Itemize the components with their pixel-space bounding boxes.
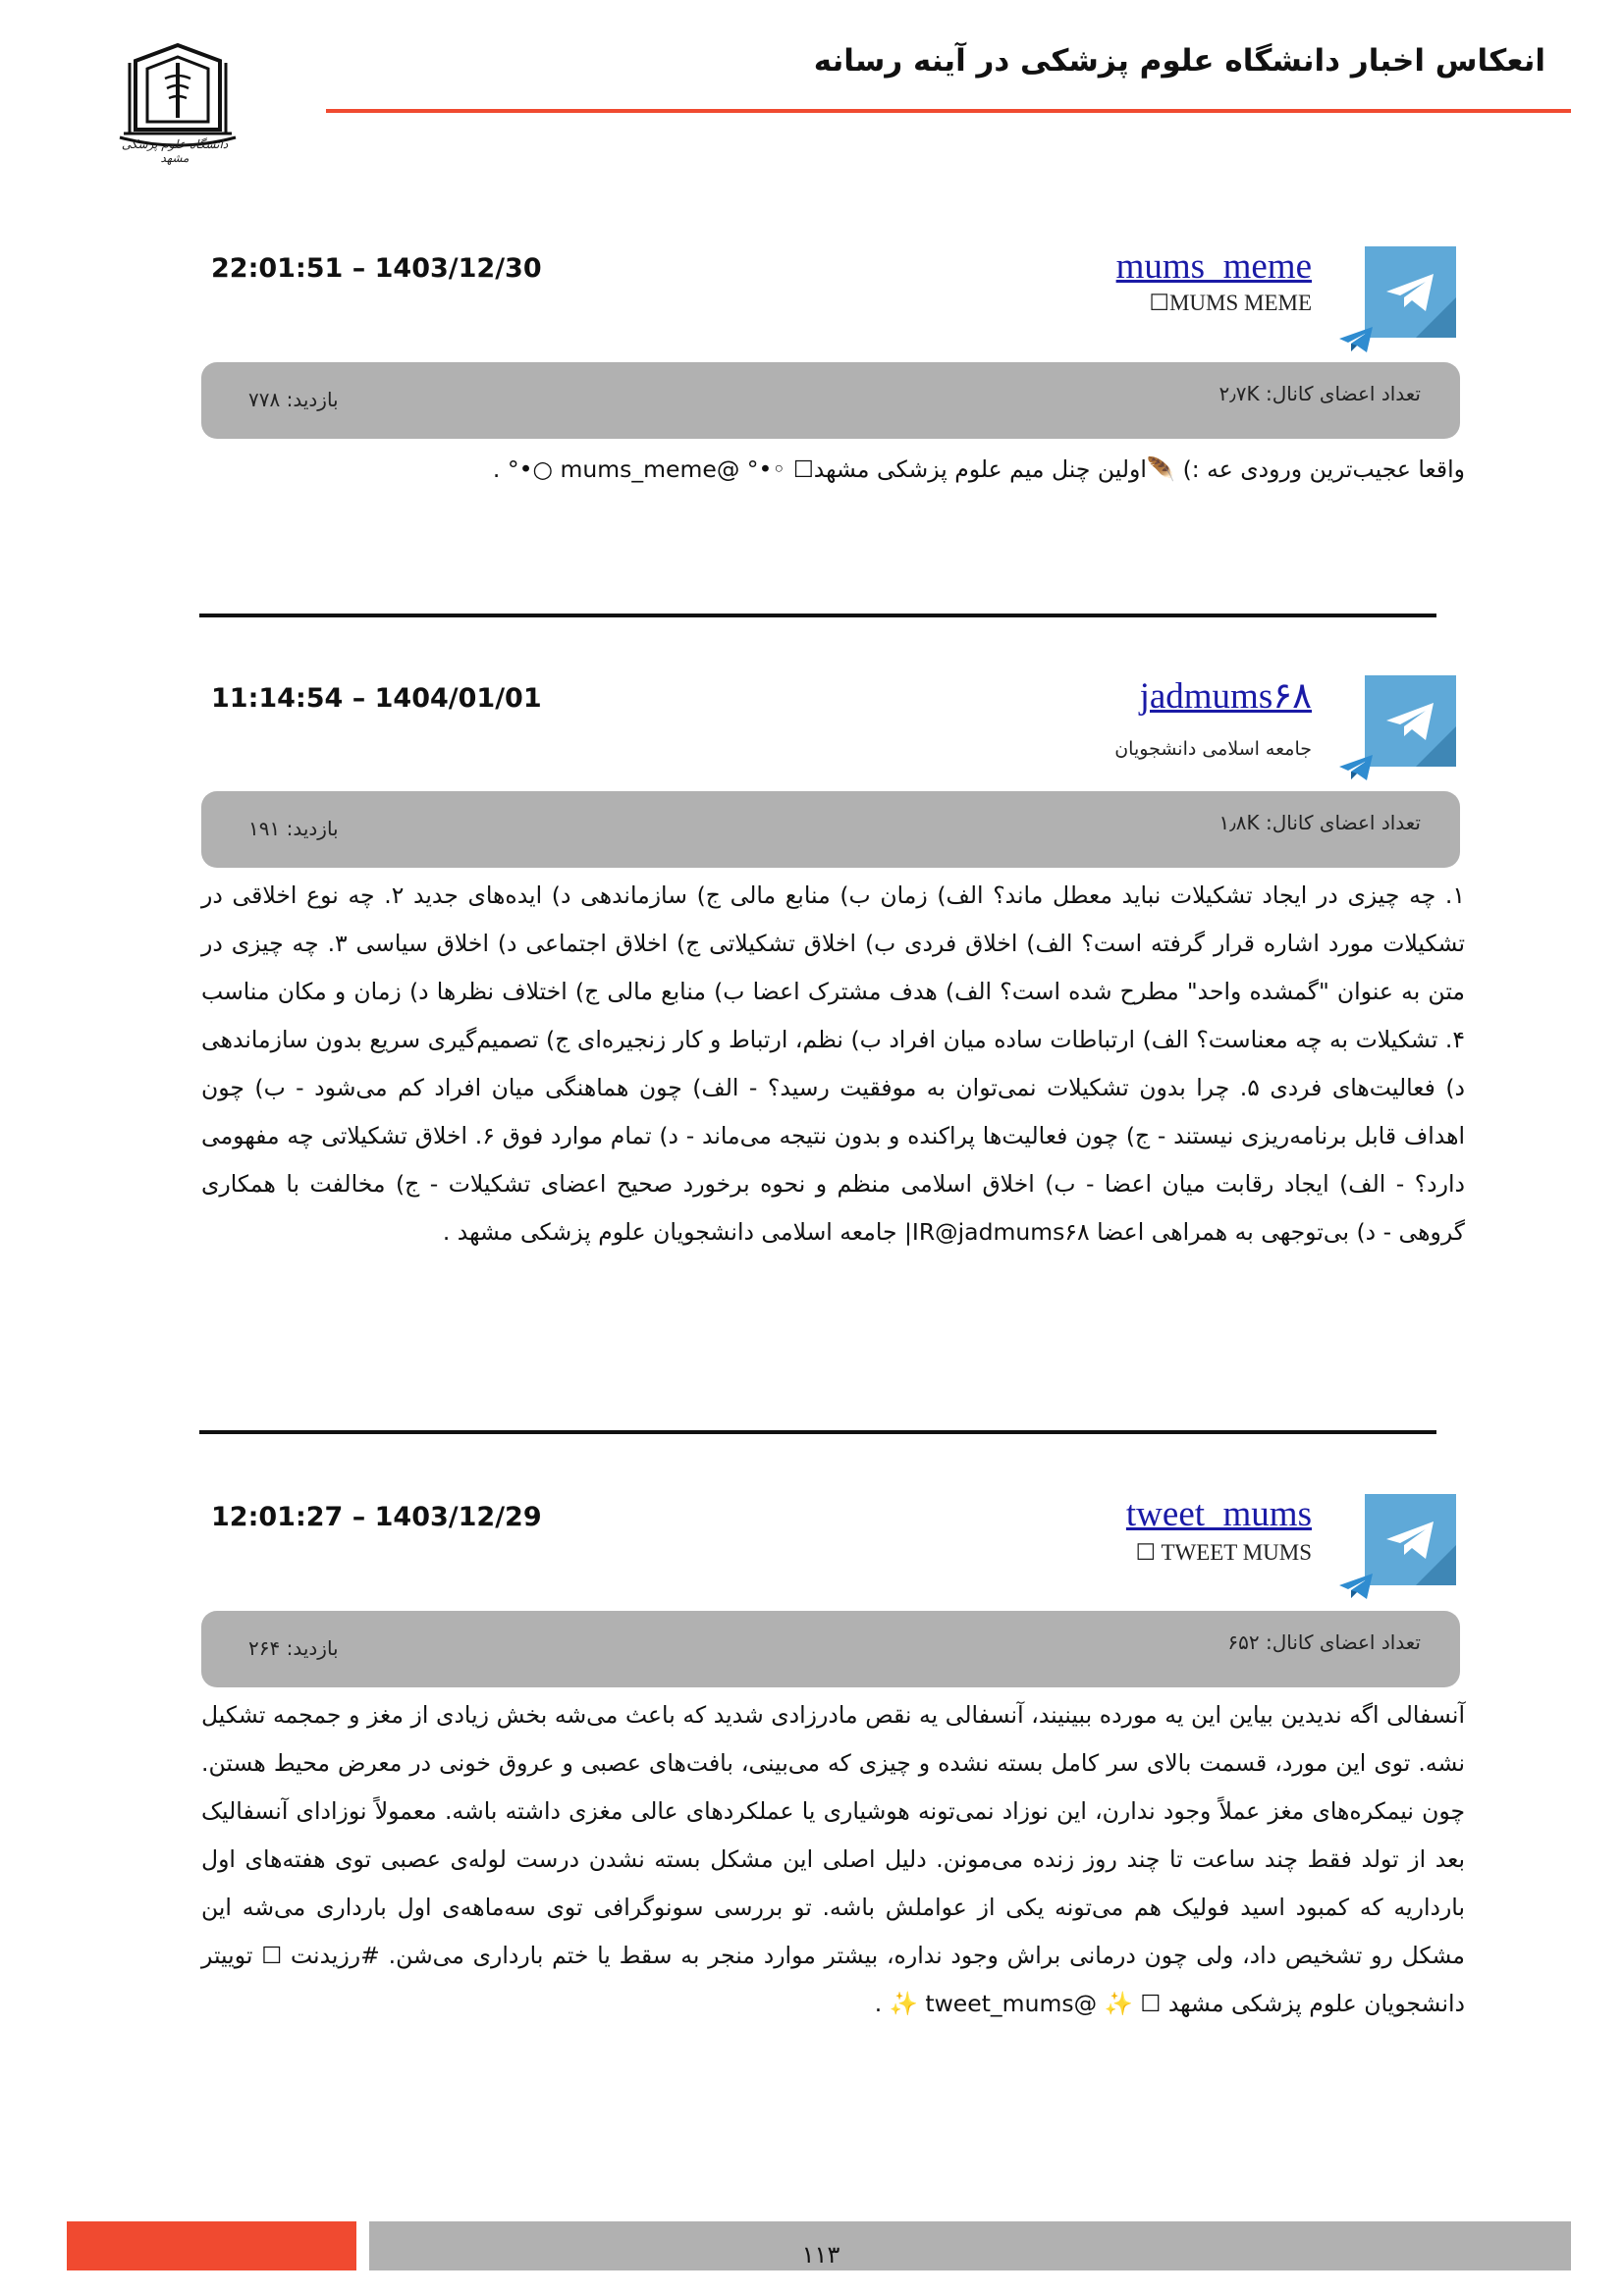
channel-members: تعداد اعضای کانال: ۶۵۲ [1227, 1630, 1421, 1654]
channel-name: جامعه اسلامی دانشجویان [1114, 738, 1312, 760]
footer-accent-bar [67, 2221, 356, 2270]
post-views: بازدید: ۲۶۴ [248, 1636, 339, 1660]
logo-text: دانشگاه علوم پزشکی مشهد [121, 137, 229, 165]
telegram-icon [1365, 1494, 1456, 1585]
post-datetime: 22:01:51 – 1403/12/30 [211, 253, 542, 284]
channel-handle[interactable]: mums_meme [1115, 246, 1312, 287]
telegram-small-icon [1337, 753, 1375, 782]
channel-members: تعداد اعضای کانال: ۱٫۸K [1218, 811, 1421, 834]
stats-bar [201, 1611, 1460, 1687]
telegram-icon [1365, 675, 1456, 767]
channel-members: تعداد اعضای کانال: ۲٫۷K [1218, 382, 1421, 405]
channel-handle[interactable]: tweet_mums [1125, 1494, 1312, 1534]
telegram-icon [1365, 246, 1456, 338]
post-body: واقعا عجیب‌ترین ورودی عه :) 🪶اولین چنل میم علوم پزشکی مشهد☐ ◦•° @mums_meme ○•° . [492, 455, 1465, 483]
channel-handle[interactable]: jadmums۶۸ [1139, 676, 1312, 717]
post-divider [199, 1430, 1436, 1434]
post-views: بازدید: ۱۹۱ [248, 817, 339, 840]
page-number: ۱۱۳ [801, 2241, 840, 2269]
post-datetime: 11:14:54 – 1404/01/01 [211, 683, 542, 714]
stats-bar [201, 362, 1460, 439]
post-divider [199, 614, 1436, 617]
header-rule [326, 109, 1571, 113]
post-body: ۱. چه چیزی در ایجاد تشکیلات نباید معطل ماند؟ الف) زمان ب) منابع مالی ج) سازماندهی د) ایده‌های جدید ۲. چه نوع اخلاقی در تشکیلات مورد اشاره قرار گرفته است؟ الف) اخلاق فردی ب) اخلاق تشکیلاتی ج) اخلاق اجتماعی د) اخلاق سیاسی ۳. چه چیزی در متن به عنوان "گمشده واحد" مطرح شده است؟ الف) هدف مشترک اعضا ب) منابع مالی ج) اختلاف نظرها د) زمان و مکان مناسب ۴. تشکیلات به چه معناست؟ الف) ارتباطات ساده میان افراد ب) نظم، ارتباط و کار زنجیره‌ای ج) تصمیم‌گیری سریع بدون سازماندهی د) فعالیت‌های فردی ۵. چرا بدون تشکیلات نمی‌توان به موفقیت رسید؟ - الف) چون هماهنگی میان افراد کم می‌شود - ب) چون اهداف قابل برنامه‌ریزی نیستند - ج) چون فعالیت‌ها پراکنده و بدون نتیجه می‌ماند - د) تمام موارد فوق ۶. اخلاق تشکیلاتی چه مفهومی دارد؟ - الف) ایجاد رقابت میان اعضا - ب) اخلاق اسلامی منظم و نحوه برخورد صحیح اعضای تشکیلات - ج) مخالفت با همکاری گروهی - د) بی‌توجهی به همراهی اعضا IR@jadmums۶۸| جامعه اسلامی دانشجویان علوم پزشکی مشهد . [201, 881, 1466, 1246]
post-body: آنسفالی اگه ندیدین بیاین این یه مورده ببینیند، آنسفالی یه نقص مادرزادی شدید که باعث می‌شه بخش زیادی از مغز و جمجمه تشکیل نشه. توی این مورد، قسمت بالای سر کامل بسته نشده و چیزی که می‌بینی، بافت‌های عصبی و عروق خونی در معرض محیط هستن. چون نیمکره‌های مغز عملاً وجود ندارن، این نوزاد نمی‌تونه هوشیاری یا عملکردهای عالی مغزی داشته باشه. معمولاً نوزادای آنسفالیک بعد از تولد فقط چند ساعت تا چند روز زنده می‌مونن. دلیل اصلی این مشکل بسته نشدن درست لوله‌ی عصبی توی هفته‌های اول بارداریه که کمبود اسید فولیک هم می‌تونه یکی از عواملش باشه. تو بررسی سونوگرافی توی سه‌ماهه‌ی اول بارداری می‌شه این مشکل رو تشخیص داد، ولی چون درمانی براش وجود نداره، بیشتر موارد منجر به سقط یا ختم بارداری می‌شن. #رزیدنت ☐ توییتر دانشجویان علوم پزشکی مشهد ☐ ✨ @tweet_mums ✨ . [201, 1701, 1465, 2017]
post-datetime: 12:01:27 – 1403/12/29 [211, 1502, 542, 1532]
channel-name: ☐MUMS MEME [1149, 291, 1312, 315]
post-views: بازدید: ۷۷۸ [248, 388, 339, 411]
stats-bar [201, 791, 1460, 868]
telegram-small-icon [1337, 325, 1375, 354]
page-header-title: انعکاس اخبار دانشگاه علوم پزشکی در آینه رسانه [813, 43, 1545, 79]
channel-name: ☐ TWEET MUMS [1135, 1540, 1312, 1565]
telegram-small-icon [1337, 1572, 1375, 1601]
footer-bar [369, 2221, 1571, 2270]
